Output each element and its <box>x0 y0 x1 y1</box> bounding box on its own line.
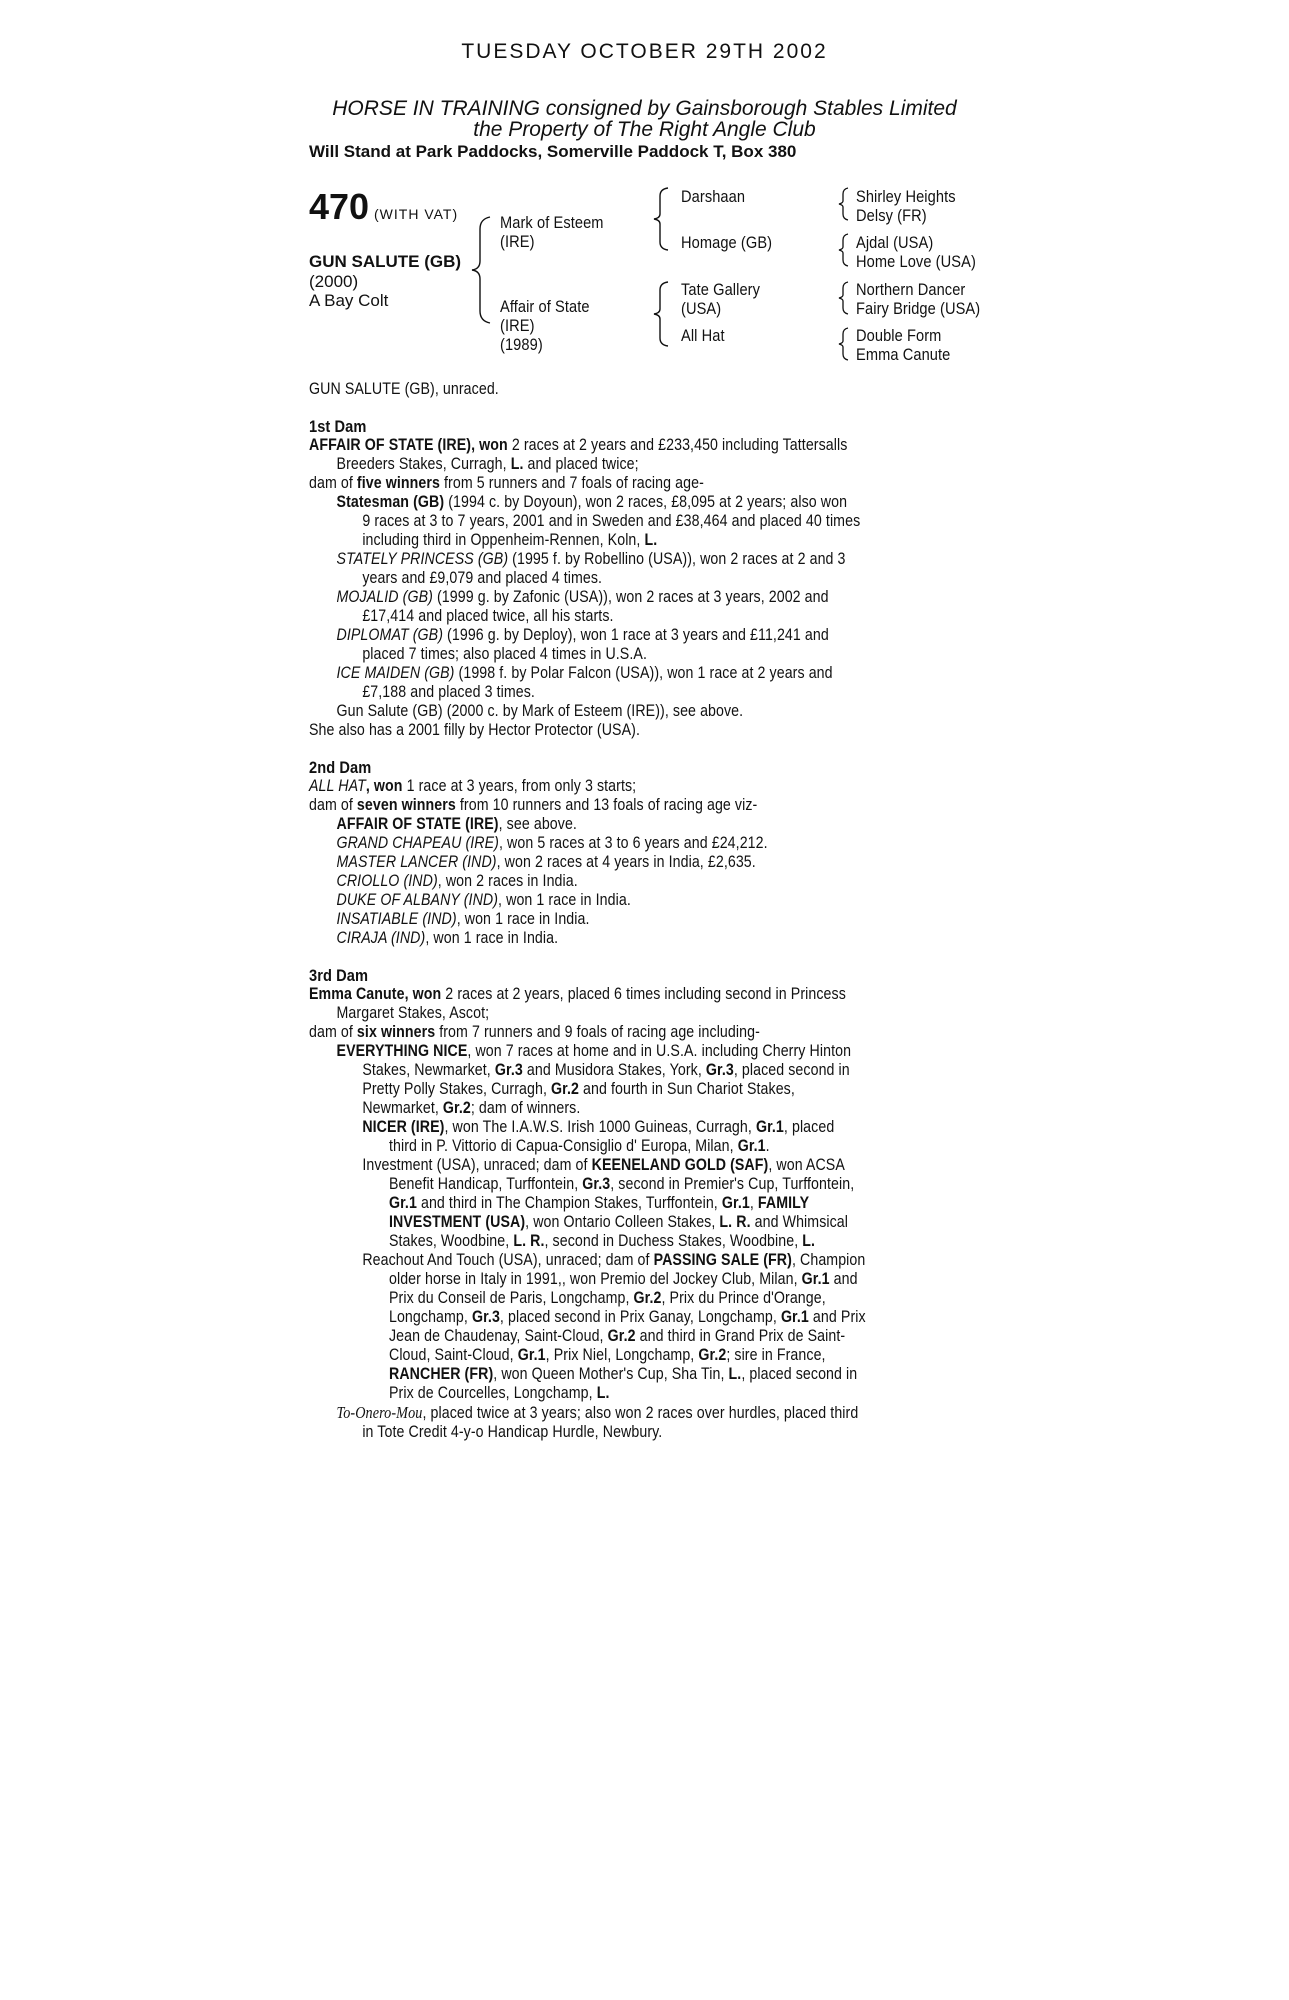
progeny-name: STATELY PRINCESS (GB) <box>336 550 509 568</box>
progeny-name: KEENELAND GOLD (SAF) <box>591 1156 769 1174</box>
text: , placed <box>783 1118 835 1136</box>
text: from 7 runners and 9 foals of racing age including- <box>435 1023 760 1041</box>
progeny-entry <box>309 1118 1023 1137</box>
text: Jean de Chaudenay, Saint-Cloud, <box>388 1327 608 1345</box>
text: Stakes, Woodbine, <box>388 1232 514 1250</box>
pedigree-sss: Shirley Heights <box>856 187 956 206</box>
text: ; dam of winners. <box>470 1099 581 1117</box>
text: , won 2 races in India. <box>437 872 578 890</box>
text: , won 1 race in India. <box>425 929 559 947</box>
pedigree-dam-year: (1989) <box>500 335 543 354</box>
winners-count: seven winners <box>356 796 456 814</box>
pedigree-dam-sire-country: (USA) <box>681 299 722 318</box>
progeny-line <box>309 1289 1023 1308</box>
text: dam of <box>309 796 357 814</box>
text: 2 races at 2 years, placed 6 times including second in Princess <box>441 985 846 1003</box>
progeny-line <box>309 1061 1023 1080</box>
dam-name: AFFAIR OF STATE (IRE) <box>309 436 472 454</box>
pedigree-dds: Double Form <box>856 326 942 345</box>
progeny-name: INVESTMENT (USA) <box>388 1213 526 1231</box>
pedigree-brace-ss <box>836 186 852 222</box>
progeny-line: third in P. Vittorio di Capua-Consiglio d' Europa, Milan, Gr.1. <box>388 1137 770 1155</box>
progeny-entry <box>309 1156 1023 1175</box>
won-label: , won <box>365 777 403 795</box>
text: and Musidora Stakes, York, <box>522 1061 706 1079</box>
progeny-name: PASSING SALE (FR) <box>653 1251 792 1269</box>
pedigree-brace-main <box>470 215 500 325</box>
group-mark: Gr.3 <box>471 1308 500 1326</box>
listed-mark: L. <box>644 531 658 549</box>
text: (1999 g. by Zafonic (USA)), won 2 races at 3 years, 2002 and <box>432 588 829 606</box>
text: from 5 runners and 7 foals of racing age- <box>439 474 704 492</box>
pedigree-ssd: Delsy (FR) <box>856 206 927 225</box>
progeny-line <box>309 1346 1023 1365</box>
group-mark: Gr.1 <box>517 1346 546 1364</box>
text: and Prix <box>808 1308 866 1326</box>
progeny-entry <box>309 891 1023 910</box>
text: (1994 c. by Doyoun), won 2 races, £8,095 at 2 years; also won <box>444 493 848 511</box>
text: Newmarket, <box>362 1099 443 1117</box>
progeny-line <box>309 1365 1023 1384</box>
progeny-line: £7,188 and placed 3 times. <box>362 683 535 701</box>
progeny-entry <box>309 588 1023 607</box>
text: , Prix du Prince d'Orange, <box>661 1289 826 1307</box>
second-dam-heading: 2nd Dam <box>309 758 372 777</box>
horse-description: A Bay Colt <box>309 291 389 310</box>
text: and third in The Champion Stakes, Turffontein, <box>416 1194 722 1212</box>
pedigree-ddd: Emma Canute <box>856 345 951 364</box>
pedigree-dam <box>500 297 590 354</box>
text: Prix de Courcelles, Longchamp, <box>388 1384 597 1402</box>
progeny-line <box>309 1080 1023 1099</box>
group-mark: Gr.3 <box>582 1175 611 1193</box>
pedigree-dsd: Fairy Bridge (USA) <box>856 299 981 318</box>
text: and Whimsical <box>750 1213 849 1231</box>
text: , placed second in Prix Ganay, Longchamp, <box>499 1308 781 1326</box>
first-dam-line <box>309 455 1023 474</box>
text: Prix du Conseil de Paris, Longchamp, <box>388 1289 634 1307</box>
third-dam-line <box>309 985 1023 1004</box>
text: Breeders Stakes, Curragh, <box>336 455 511 473</box>
pedigree-dam-sire-name: Tate Gallery <box>681 280 761 299</box>
group-mark: Gr.2 <box>551 1080 579 1098</box>
text: , second in Premier's Cup, Turffontein, <box>610 1175 855 1193</box>
progeny-name: DIPLOMAT (GB) <box>336 626 444 644</box>
horse-year: (2000) <box>309 272 359 291</box>
won-label: , won <box>471 436 508 454</box>
pedigree-brace-sire <box>650 186 674 252</box>
listed-mark: L. <box>802 1232 816 1250</box>
text: Benefit Handicap, Turffontein, <box>388 1175 583 1193</box>
text: Pretty Polly Stakes, Curragh, <box>362 1080 552 1098</box>
third-dam-line: Margaret Stakes, Ascot; <box>336 1004 490 1022</box>
progeny-line <box>309 1099 1023 1118</box>
text: , placed second in <box>741 1365 858 1383</box>
progeny-name: To-Onero-Mou <box>336 1403 423 1422</box>
pedigree-sire <box>500 213 604 251</box>
sale-date: TUESDAY OCTOBER 29TH 2002 <box>461 40 828 63</box>
group-mark: Gr.1 <box>388 1194 417 1212</box>
progeny-name: ICE MAIDEN (GB) <box>336 664 455 682</box>
group-mark: Gr.1 <box>780 1308 809 1326</box>
text: , won 2 races at 4 years in India, £2,635. <box>496 853 756 871</box>
pedigree-sire-name: Mark of Esteem <box>500 213 604 232</box>
text: , placed second in <box>733 1061 850 1079</box>
progeny-entry <box>309 872 1023 891</box>
vat-note: (WITH VAT) <box>374 206 459 222</box>
text: , won 7 races at home and in U.S.A. including Cherry Hinton <box>467 1042 852 1060</box>
progeny-name: CRIOLLO (IND) <box>336 872 438 890</box>
text: , won The I.A.W.S. Irish 1000 Guineas, Curragh, <box>444 1118 756 1136</box>
progeny-line <box>309 531 1023 550</box>
text: (1995 f. by Robellino (USA)), won 2 races at 2 and 3 <box>508 550 846 568</box>
progeny-entry <box>309 853 1023 872</box>
text: , second in Duchess Stakes, Woodbine, <box>544 1232 803 1250</box>
group-mark: Gr.2 <box>698 1346 727 1364</box>
progeny-entry <box>309 834 1023 853</box>
second-dam-line <box>309 796 1023 815</box>
group-mark: Gr.2 <box>442 1099 471 1117</box>
first-dam-line <box>309 474 1023 493</box>
text: and <box>829 1270 858 1288</box>
progeny-name: MASTER LANCER (IND) <box>336 853 497 871</box>
pedigree-dam-dam: All Hat <box>681 326 725 345</box>
text: Longchamp, <box>388 1308 472 1326</box>
progeny-name: CIRAJA (IND) <box>336 929 426 947</box>
text: older horse in Italy in 1991,, won Premio del Jockey Club, Milan, <box>388 1270 802 1288</box>
text: Stakes, Newmarket, <box>362 1061 495 1079</box>
text: (1998 f. by Polar Falcon (USA)), won 1 race at 2 years and <box>454 664 833 682</box>
pedigree-sds: Ajdal (USA) <box>856 233 934 252</box>
second-dam-line <box>309 777 1023 796</box>
listed-mark: L. <box>728 1365 742 1383</box>
consignment-heading <box>0 98 1289 140</box>
also-note: She also has a 2001 filly by Hector Protector (USA). <box>309 721 640 739</box>
pedigree-brace-ds <box>836 280 852 316</box>
listed-mark: L. <box>510 455 524 473</box>
progeny-entry <box>309 1042 1023 1061</box>
text: and placed twice; <box>523 455 639 473</box>
pedigree-dam-name: Affair of State <box>500 297 590 316</box>
text: and third in Grand Prix de Saint- <box>635 1327 846 1345</box>
pedigree-sire-dam: Homage (GB) <box>681 233 773 252</box>
consignment-line-2: the Property of The Right Angle Club <box>473 118 816 141</box>
text: , Prix Niel, Longchamp, <box>545 1346 699 1364</box>
pedigree-brace-sd <box>836 232 852 268</box>
progeny-entry <box>309 815 1023 834</box>
winners-count: five winners <box>356 474 440 492</box>
progeny-entry: Gun Salute (GB) (2000 c. by Mark of Esteem (IRE)), see above. <box>336 702 744 720</box>
text: ; sire in France, <box>726 1346 826 1364</box>
group-mark: Gr.3 <box>494 1061 523 1079</box>
progeny-line: placed 7 times; also placed 4 times in U.S.A. <box>362 645 647 663</box>
progeny-entry <box>309 1251 1023 1270</box>
pedigree-dss: Northern Dancer <box>856 280 966 299</box>
progeny-name: MOJALID (GB) <box>336 588 433 606</box>
won-label: , won <box>404 985 442 1003</box>
progeny-name: DUKE OF ALBANY (IND) <box>336 891 499 909</box>
stand-location: Will Stand at Park Paddocks, Somerville Paddock T, Box 380 <box>309 142 797 161</box>
pedigree-dam-country: (IRE) <box>500 316 535 335</box>
text: , <box>749 1194 758 1212</box>
progeny-name: NICER (IRE) <box>362 1118 445 1136</box>
progeny-entry <box>309 929 1023 948</box>
progeny-line: £17,414 and placed twice, all his starts. <box>362 607 614 625</box>
text: from 10 runners and 13 foals of racing age viz- <box>455 796 758 814</box>
text: 1 race at 3 years, from only 3 starts; <box>402 777 637 795</box>
pedigree-sire-country: (IRE) <box>500 232 535 251</box>
group-mark: Gr.1 <box>801 1270 830 1288</box>
consignment-line-1: HORSE IN TRAINING consigned by Gainsborough Stables Limited <box>332 97 957 120</box>
progeny-name: FAMILY <box>757 1194 810 1212</box>
progeny-name: GRAND CHAPEAU (IRE) <box>336 834 499 852</box>
third-dam-heading: 3rd Dam <box>309 966 369 985</box>
pedigree-sdd: Home Love (USA) <box>856 252 976 271</box>
progeny-line <box>309 1327 1023 1346</box>
progeny-line: in Tote Credit 4-y-o Handicap Hurdle, Newbury. <box>362 1423 663 1441</box>
listed-mark: L. R. <box>719 1213 751 1231</box>
unraced-note: GUN SALUTE (GB), unraced. <box>309 380 499 398</box>
progeny-name: EVERYTHING NICE <box>336 1042 468 1060</box>
text: , won ACSA <box>768 1156 845 1174</box>
listed-mark: L. R. <box>513 1232 545 1250</box>
pedigree-brace-dd <box>836 326 852 362</box>
text: including third in Oppenheim-Rennen, Koln, <box>362 531 645 549</box>
progeny-line <box>309 1384 1023 1403</box>
text: , placed twice at 3 years; also won 2 races over hurdles, placed third <box>422 1404 859 1422</box>
first-dam-line <box>309 436 1023 455</box>
horse-name: GUN SALUTE (GB) <box>309 252 462 271</box>
listed-mark: L. <box>596 1384 610 1402</box>
group-mark: Gr.1 <box>721 1194 750 1212</box>
text: , won 1 race in India. <box>498 891 631 909</box>
pedigree-sire-sire: Darshaan <box>681 187 746 206</box>
group-mark: Gr.1 <box>737 1137 766 1155</box>
progeny-entry <box>309 493 1023 512</box>
text: dam of <box>309 474 357 492</box>
group-mark: Gr.2 <box>633 1289 662 1307</box>
text: 2 races at 2 years and £233,450 including Tattersalls <box>507 436 848 454</box>
text: Investment (USA), unraced; dam of <box>362 1156 592 1174</box>
text: (1996 g. by Deploy), won 1 race at 3 years and £11,241 and <box>443 626 829 644</box>
progeny-line <box>309 1213 1023 1232</box>
progeny-line: years and £9,079 and placed 4 times. <box>362 569 603 587</box>
progeny-line <box>309 1194 1023 1213</box>
group-mark: Gr.2 <box>607 1327 636 1345</box>
progeny-entry <box>309 550 1023 569</box>
lot-number: 470 <box>309 186 370 227</box>
progeny-line: 9 races at 3 to 7 years, 2001 and in Sweden and £38,464 and placed 40 times <box>362 512 861 530</box>
pedigree-dam-sire <box>681 280 760 318</box>
progeny-line <box>309 1175 1023 1194</box>
progeny-name: INSATIABLE (IND) <box>336 910 457 928</box>
progeny-name: RANCHER (FR) <box>388 1365 494 1383</box>
text: , won 5 races at 3 to 6 years and £24,212. <box>498 834 768 852</box>
text: third in P. Vittorio di Capua-Consiglio d' Europa, Milan, <box>388 1137 738 1155</box>
progeny-line <box>309 1270 1023 1289</box>
progeny-line <box>309 1232 1023 1251</box>
text: , won 1 race in India. <box>456 910 590 928</box>
pedigree-brace-dam <box>650 280 674 348</box>
text: , see above. <box>498 815 577 833</box>
text: , won Ontario Colleen Stakes, <box>525 1213 720 1231</box>
text: Cloud, Saint-Cloud, <box>388 1346 518 1364</box>
progeny-entry <box>309 910 1023 929</box>
progeny-line <box>309 1308 1023 1327</box>
text: dam of <box>309 1023 357 1041</box>
third-dam-line <box>309 1023 1023 1042</box>
progeny-entry <box>309 664 1023 683</box>
first-dam-heading: 1st Dam <box>309 417 367 436</box>
dam-name: ALL HAT <box>309 777 366 795</box>
progeny-entry <box>309 1403 1023 1423</box>
catalogue-body <box>309 380 1023 1442</box>
progeny-entry <box>309 626 1023 645</box>
text: and fourth in Sun Chariot Stakes, <box>578 1080 795 1098</box>
text: Reachout And Touch (USA), unraced; dam of <box>362 1251 654 1269</box>
dam-name: Emma Canute <box>309 985 405 1003</box>
text: , won Queen Mother's Cup, Sha Tin, <box>493 1365 729 1383</box>
winners-count: six winners <box>356 1023 436 1041</box>
group-mark: Gr.3 <box>705 1061 734 1079</box>
text: , Champion <box>791 1251 866 1269</box>
progeny-name: AFFAIR OF STATE (IRE) <box>336 815 499 833</box>
progeny-name: Statesman (GB) <box>336 493 445 511</box>
group-mark: Gr.1 <box>755 1118 784 1136</box>
